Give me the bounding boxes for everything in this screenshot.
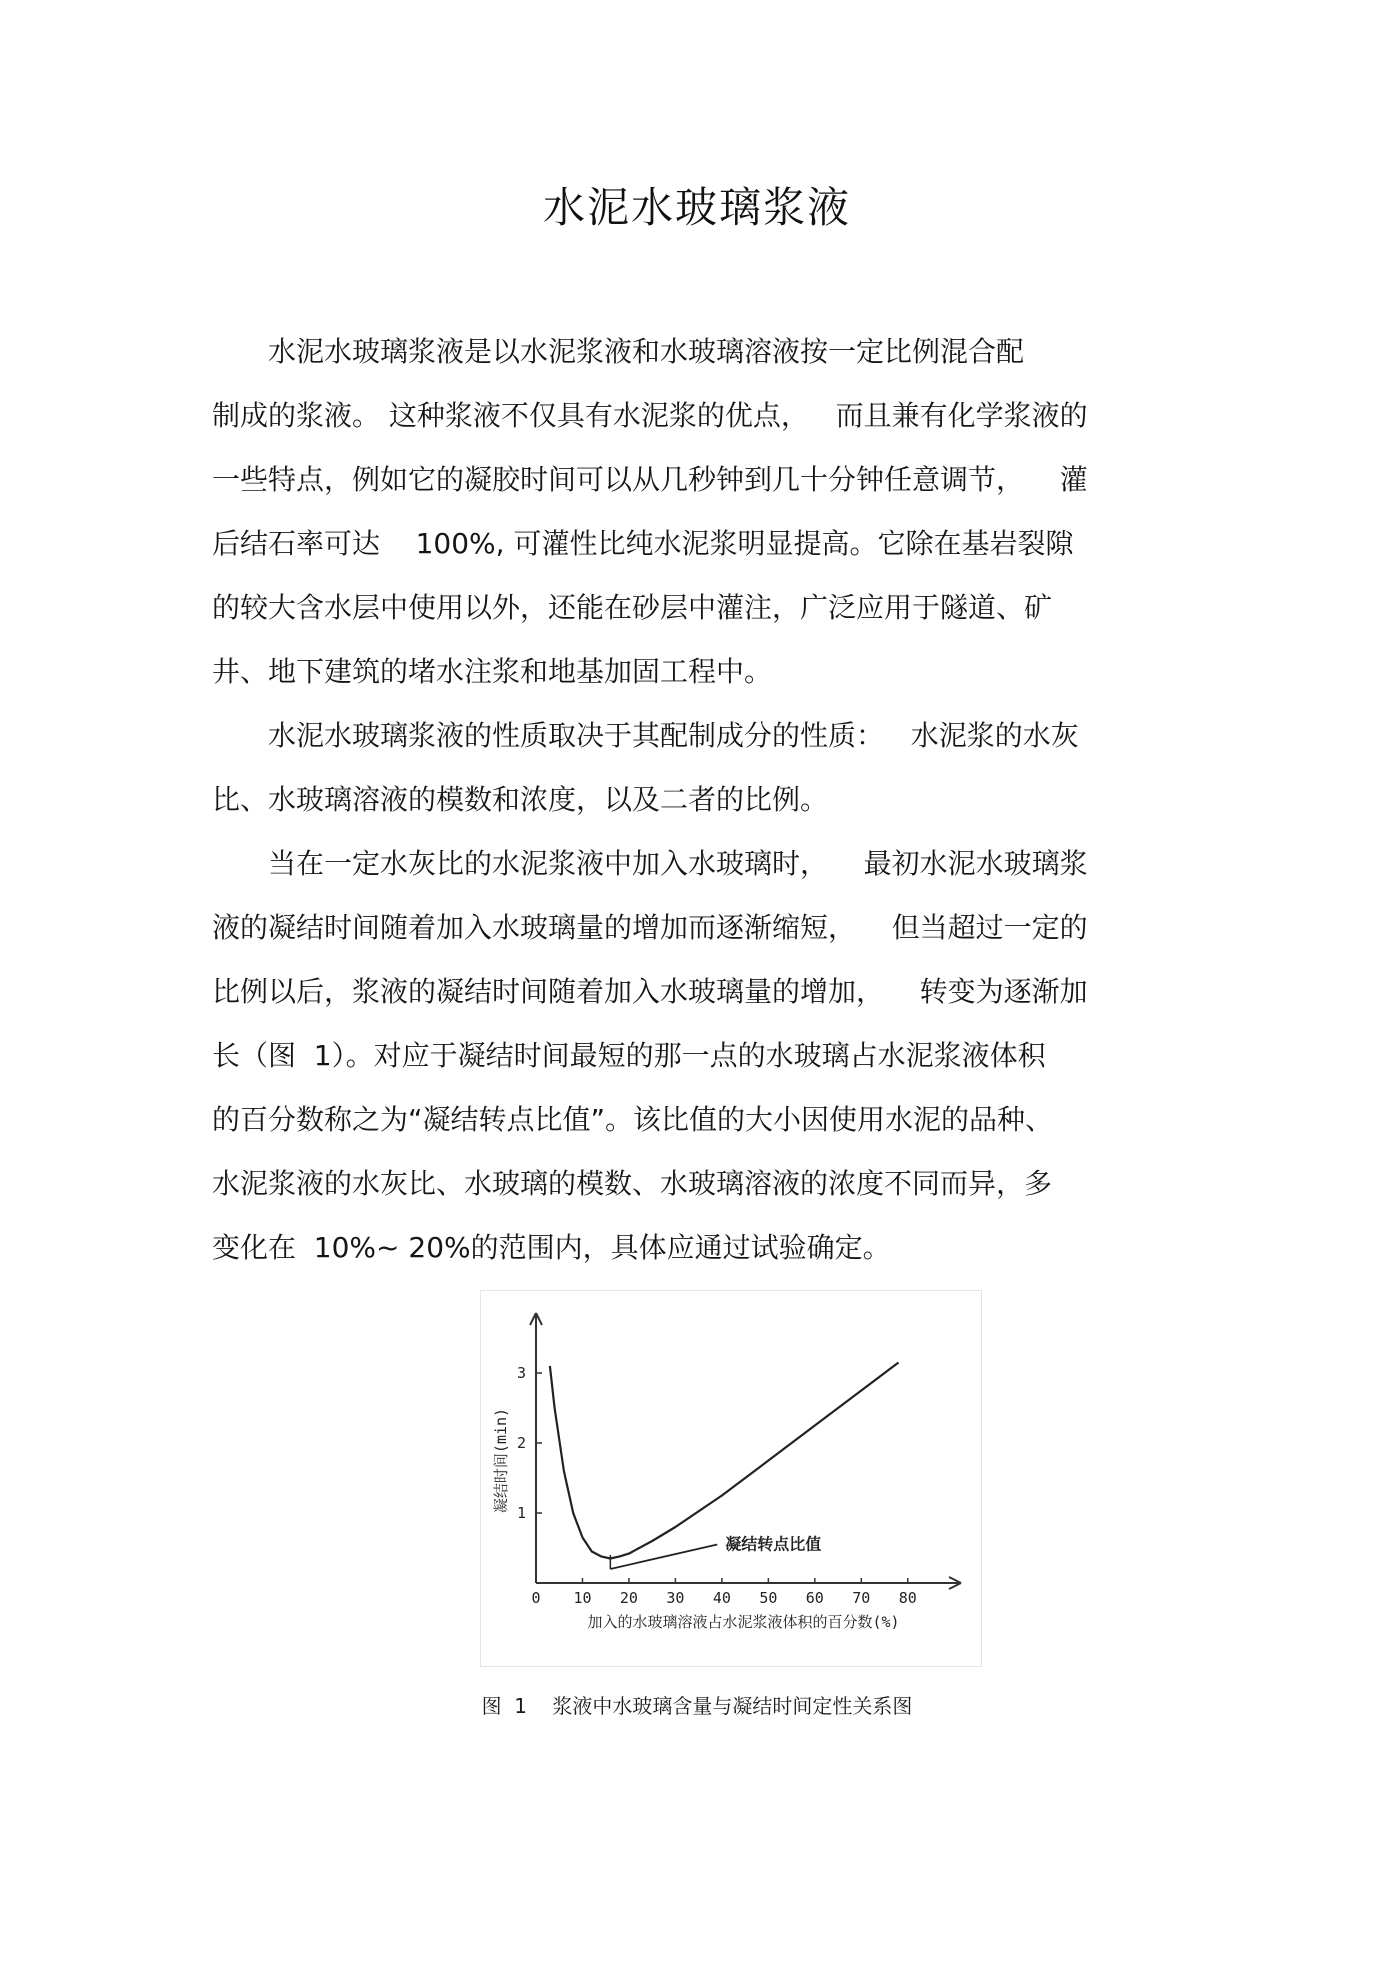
x-axis-label: 加入的水玻璃溶液占水泥浆液体积的百分数(%): [587, 1613, 900, 1631]
x-tick-label: 20: [619, 1589, 638, 1607]
chart-series: [550, 1363, 899, 1570]
paragraph-line: 液的凝结时间随着加入水玻璃量的增加而逐渐缩短， 但当超过一定的: [212, 911, 1088, 944]
x-tick-label: 70: [852, 1589, 871, 1607]
y-tick-label: 1: [516, 1504, 526, 1522]
chart-ticks: [517, 1364, 917, 1607]
paragraph-line: 变化在 10%~ 20%的范围内，具体应通过试验确定。: [212, 1231, 891, 1264]
paragraph-line: 一些特点，例如它的凝胶时间可以从几秒钟到几十分钟任意调节， 灌: [212, 463, 1088, 496]
paragraph-line: 制成的浆液。 这种浆液不仅具有水泥浆的优点， 而且兼有化学浆液的: [212, 399, 1088, 432]
paragraph-line: 比例以后，浆液的凝结时间随着加入水玻璃量的增加， 转变为逐渐加: [212, 975, 1088, 1008]
setting-time-curve: [550, 1363, 899, 1559]
y-axis-label: 凝结时间(min): [492, 1407, 510, 1514]
paragraph-line: 当在一定水灰比的水泥浆液中加入水玻璃时， 最初水泥水玻璃浆: [212, 847, 1088, 880]
x-tick-label: 0: [531, 1589, 541, 1607]
paragraph-line: 水泥浆液的水灰比、水玻璃的模数、水玻璃溶液的浓度不同而异，多: [212, 1167, 1053, 1200]
x-tick-label: 60: [805, 1589, 824, 1607]
x-tick-label: 10: [573, 1589, 592, 1607]
paragraph-line: 水泥水玻璃浆液的性质取决于其配制成分的性质： 水泥浆的水灰: [212, 719, 1079, 752]
paragraph-line: 比、水玻璃溶液的模数和浓度，以及二者的比例。: [212, 783, 829, 816]
paragraph-line: 水泥水玻璃浆液是以水泥浆液和水玻璃溶液按一定比例混合配: [212, 335, 1025, 368]
chart-svg: [481, 1291, 981, 1666]
paragraph-line: 井、地下建筑的堵水注浆和地基加固工程中。: [212, 655, 773, 688]
figure-caption: 图 1 浆液中水玻璃含量与凝结时间定性关系图: [481, 1694, 913, 1718]
x-tick-label: 30: [666, 1589, 685, 1607]
x-tick-label: 40: [712, 1589, 731, 1607]
paragraph-line: 后结石率可达 100%, 可灌性比纯水泥浆明显提高。它除在基岩裂隙: [212, 527, 1074, 560]
paragraph-line: 的较大含水层中使用以外，还能在砂层中灌注，广泛应用于隧道、矿: [212, 591, 1053, 624]
x-tick-label: 80: [898, 1589, 917, 1607]
annotation-label: 凝结转点比值: [725, 1534, 822, 1554]
paragraph-line: 的百分数称之为“凝结转点比值”。该比值的大小因使用水泥的品种、: [212, 1103, 1054, 1136]
page-title: 水泥水玻璃浆液: [542, 183, 851, 232]
x-tick-label: 50: [759, 1589, 778, 1607]
y-tick-label: 3: [516, 1364, 526, 1382]
annotation-pointer: [610, 1545, 717, 1570]
y-tick-label: 2: [516, 1434, 526, 1452]
paragraph-line: 长（图 1）。对应于凝结时间最短的那一点的水玻璃占水泥浆液体积: [212, 1039, 1046, 1072]
figure-1: [480, 1290, 982, 1667]
